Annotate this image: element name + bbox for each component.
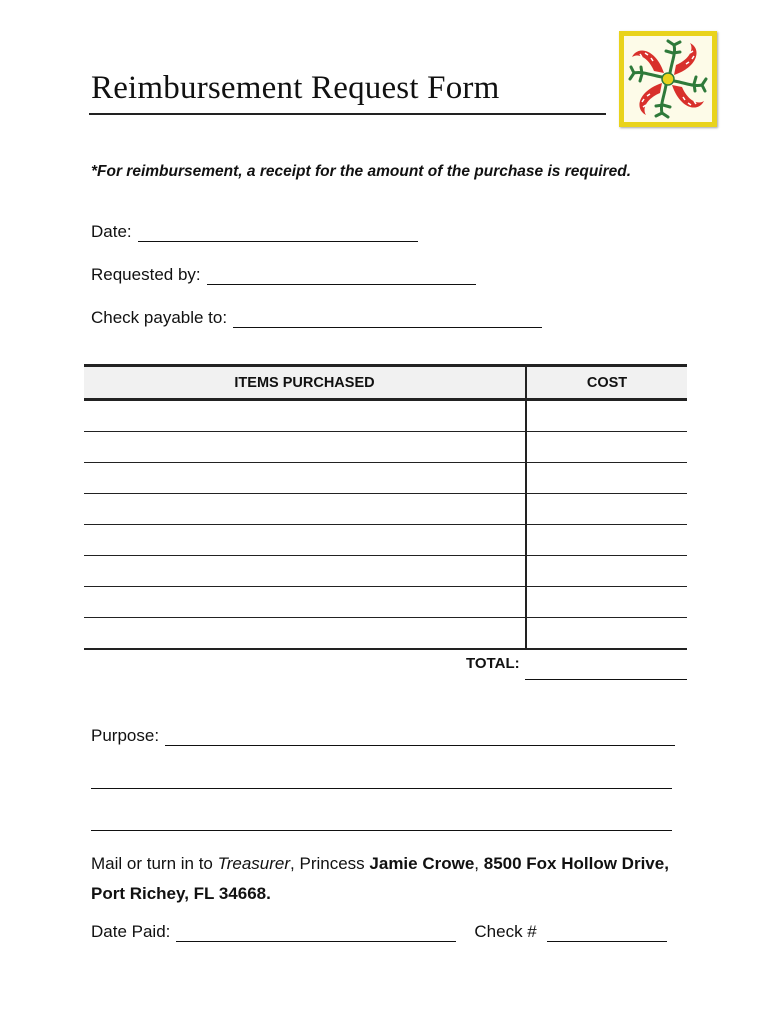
purpose-label: Purpose: [91,726,160,745]
date-paid-field [91,922,667,942]
title-underline [89,113,606,115]
items-table-body [84,400,687,650]
table-row [84,400,687,432]
check-number-label: Check # [474,922,537,941]
table-row [84,463,687,494]
mailing-instructions [91,849,691,909]
cost-header: COST [526,366,687,400]
table-row [84,587,687,618]
date-paid-label: Date Paid: [91,922,171,941]
purpose-continuation-line[interactable] [91,788,672,789]
floral-quilt-logo-icon [619,31,717,127]
mailing-address: 8500 Fox Hollow Drive, Port Richey, FL 34668. [91,854,669,903]
treasurer-name: Jamie Crowe [369,854,475,873]
purpose-field [91,726,675,746]
check-payable-label: Check payable to: [91,308,228,327]
date-label: Date: [91,222,132,241]
items-table [84,364,687,650]
item-cell[interactable] [84,525,526,556]
table-row [84,432,687,463]
item-cell[interactable] [84,494,526,525]
table-row [84,618,687,650]
total-label: TOTAL: [466,655,520,672]
purpose-continuation-line[interactable] [91,830,672,831]
date-blank-line[interactable] [138,226,418,242]
mail-prefix: Mail or turn in to [91,854,218,873]
cost-cell[interactable] [526,494,687,525]
table-row [84,494,687,525]
cost-cell[interactable] [526,463,687,494]
page-title: Reimbursement Request Form [91,70,500,106]
table-row [84,525,687,556]
cost-cell[interactable] [526,432,687,463]
check-number-blank-line[interactable] [547,926,667,942]
check-payable-field [91,308,542,328]
requested-by-field [91,265,476,285]
mail-comma: , [474,854,484,873]
table-row [84,556,687,587]
table-header-row [84,366,687,400]
mail-middle: , Princess [290,854,370,873]
date-field [91,222,418,242]
item-cell[interactable] [84,400,526,432]
requested-by-label: Requested by: [91,265,201,284]
date-paid-blank-line[interactable] [176,926,456,942]
cost-cell[interactable] [526,400,687,432]
receipt-requirement-note: *For reimbursement, a receipt for the amount of the purchase is required. [91,163,632,180]
cost-cell[interactable] [526,556,687,587]
cost-cell[interactable] [526,525,687,556]
item-cell[interactable] [84,432,526,463]
check-payable-blank-line[interactable] [233,312,542,328]
items-purchased-header: ITEMS PURCHASED [84,366,526,400]
purpose-blank-line[interactable] [165,730,675,746]
cost-cell[interactable] [526,618,687,650]
item-cell[interactable] [84,463,526,494]
item-cell[interactable] [84,587,526,618]
item-cell[interactable] [84,556,526,587]
item-cell[interactable] [84,618,526,650]
cost-cell[interactable] [526,587,687,618]
requested-by-blank-line[interactable] [207,269,476,285]
treasurer-role: Treasurer [217,854,291,873]
total-blank-line[interactable] [525,679,687,680]
